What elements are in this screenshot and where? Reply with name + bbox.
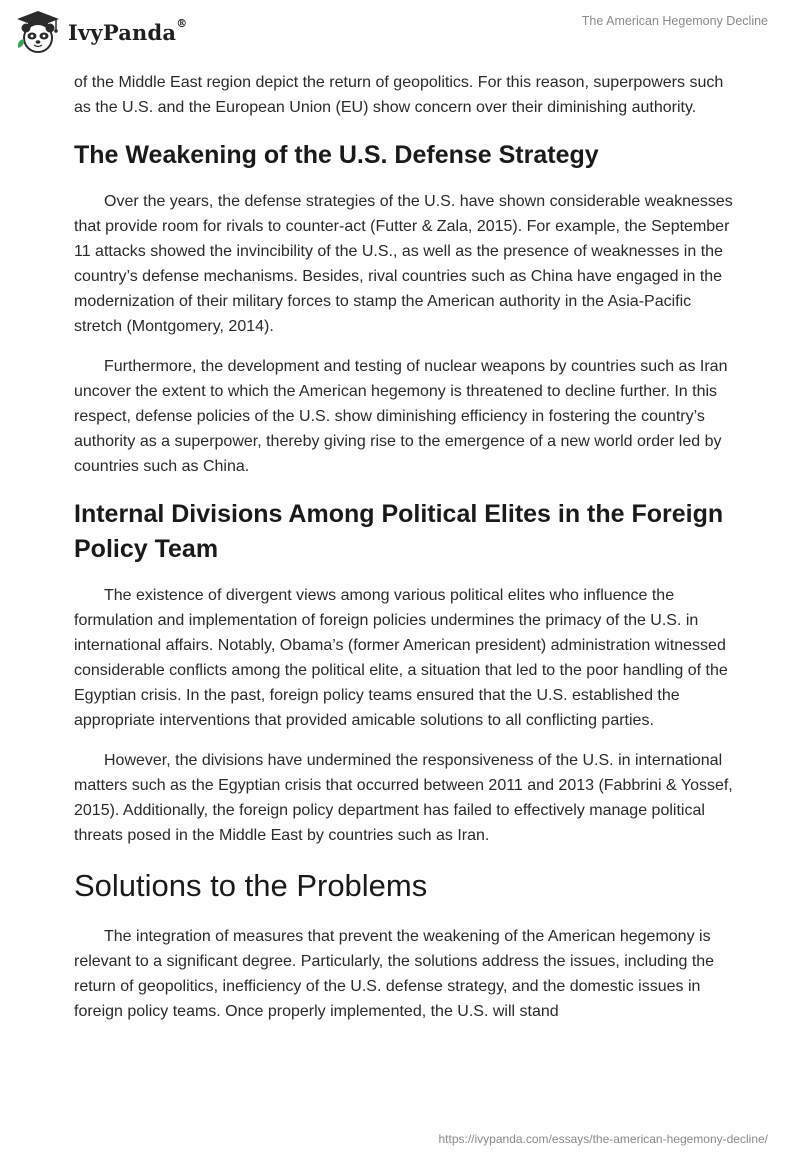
document-title: The American Hegemony Decline (581, 14, 768, 28)
ivypanda-logo[interactable] (14, 8, 187, 56)
article-body (74, 70, 734, 1039)
heading-defense-strategy: The Weakening of the U.S. Defense Strategy (74, 141, 599, 169)
brand-name: IvyPanda® (68, 16, 188, 45)
paragraph: Over the years, the defense strategies of the U.S. have shown considerable weaknesses that provide room for rivals to counter-act (Futter & Zala, 2015). For example, the September 11 attacks showed the invincibility of the U.S., as well as the presence of weaknesses in the country’s defense mechanisms. Besides, rival countries such as China have engaged in the modernization of their military forces to stamp the American authority in the Asia-Pacific stretch (Montgomery, 2014). (74, 193, 733, 335)
paragraph: The existence of divergent views among various political elites who influence the formulation and implementation of foreign policies undermines the primacy of the U.S. in international affairs. Notably, Obama’s (former American president) administration witnessed considerable conflicts among the political elite, a situation that led to the poor handling of the Egyptian crisis. In the past, foreign policy teams ensured that the U.S. established the appropriate interventions that provided amicable solutions to all conflicting parties. (74, 587, 728, 729)
paragraph: The integration of measures that prevent the weakening of the American hegemony is relevant to a significant degree. Particularly, the solutions address the issues, including the return of geopolitics, inefficiency of the U.S. defense strategy, and the domestic issues in foreign policy teams. Once properly implemented, the U.S. will stand (74, 928, 715, 1020)
page-header (0, 0, 800, 70)
paragraph: However, the divisions have undermined the responsiveness of the U.S. in international matters such as the Egyptian crisis that occurred between 2011 and 2013 (Fabbrini & Yossef, 2015). Additionally, the foreign policy department has failed to effectively manage political threats posed in the Middle East by countries such as Iran. (74, 752, 733, 844)
heading-internal-divisions: Internal Divisions Among Political Elites in the Foreign Policy Team (74, 500, 724, 563)
paragraph-continued: of the Middle East region depict the return of geopolitics. For this reason, superpowers such as the U.S. and the European Union (EU) show concern over their diminishing authority. (74, 74, 724, 116)
source-url[interactable]: https://ivypanda.com/essays/the-american-hegemony-decline/ (438, 1132, 768, 1146)
paragraph: Furthermore, the development and testing of nuclear weapons by countries such as Iran uncover the extent to which the American hegemony is threatened to decline further. In this respect, defense policies of the U.S. show diminishing efficiency in fostering the country’s authority as a superpower, thereby giving rise to the emergence of a new world order led by countries such as China. (74, 358, 728, 475)
heading-solutions: Solutions to the Problems (74, 868, 428, 903)
panda-graduate-icon (14, 8, 62, 56)
registered-mark: ® (176, 16, 188, 30)
